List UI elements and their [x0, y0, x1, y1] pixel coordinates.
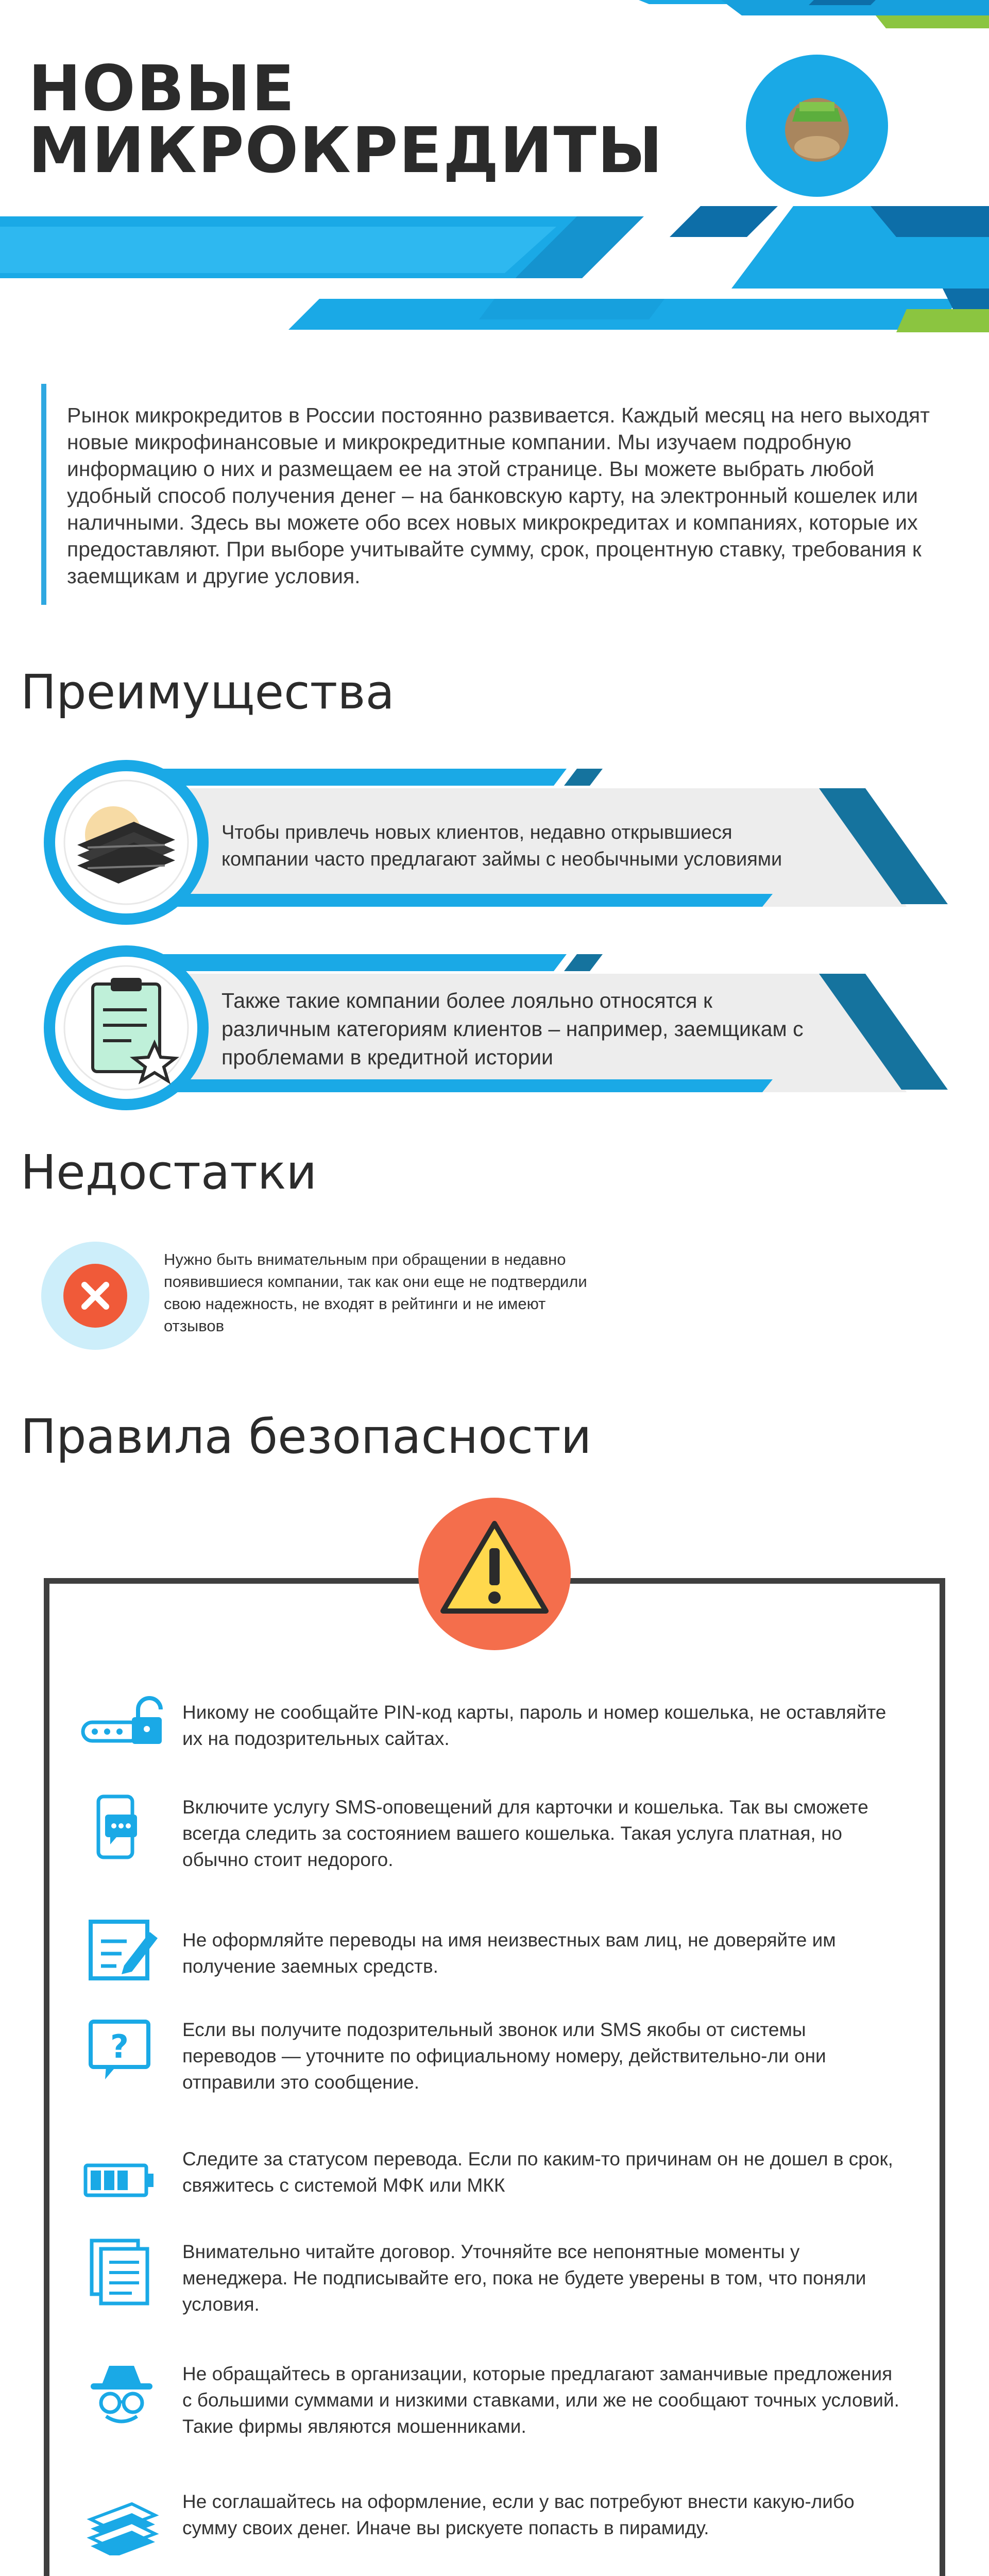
rule-text: Включите услугу SMS-оповещений для карточки и кошелька. Так вы сможете всегда следить за состоянием вашего кошелька. Такая услуга платная, но обычно стоит недорого.	[182, 1797, 868, 1870]
advantage-text: Также такие компании более лояльно относятся к различным категориям клиентов – например, заемщикам с проблемами в кредитной истории	[221, 989, 804, 1069]
disadvantage-text: Нужно быть внимательным при обращении в недавно появившиеся компании, так как они еще не подтвердили свою надежность, не входят в рейтинги и не имеют отзывов	[164, 1250, 587, 1335]
rule-text: Следите за статусом перевода. Если по каким-то причинам он не дошел в срок, свяжитесь с системой МФК или МКК	[182, 2148, 893, 2196]
close-icon	[41, 1242, 149, 1350]
rule-text: Никому не сообщайте PIN-код карты, пароль и номер кошелька, не оставляйте их на подозрительных сайтах.	[182, 1702, 886, 1749]
svg-text:?: ?	[110, 2028, 129, 2065]
rules-title: Правила безопасности	[21, 1409, 592, 1464]
rule-text: Не оформляйте переводы на имя неизвестных вам лиц, не доверяйте им получение заемных средств.	[182, 1929, 836, 1977]
edit-document-icon	[80, 1917, 163, 1984]
cash-stack-icon	[41, 757, 211, 927]
money-stack-icon	[80, 2488, 163, 2555]
rule-text: Не обращайтесь в организации, которые предлагают заманчивые предложения с большими суммами и низкими ставками, или же не сообщают точных условий. Такие фирмы являются мошенниками.	[182, 2363, 899, 2437]
battery-icon	[80, 2146, 163, 2213]
question-chat-icon	[80, 2016, 163, 2083]
disadvantages-title: Недостатки	[21, 1145, 317, 1200]
lock-icon	[80, 1694, 163, 1761]
title-line-1: НОВЫЕ	[28, 52, 296, 125]
phone-message-icon	[80, 1794, 163, 1861]
brand-logo	[746, 55, 888, 197]
advantage-item	[41, 943, 958, 1113]
advantages-title: Преимущества	[21, 665, 395, 720]
advantage-text: Чтобы привлечь новых клиентов, недавно открывшиеся компании часто предлагают займы с необычными условиями	[221, 822, 782, 870]
warning-icon	[417, 1497, 572, 1651]
spy-icon	[80, 2361, 163, 2428]
checklist-icon	[41, 943, 211, 1113]
rules-box	[44, 1578, 945, 2576]
rule-text: Внимательно читайте договор. Уточняйте все непонятные моменты у менеджера. Не подписывайте его, пока не будете уверены в том, что поняли условия.	[182, 2241, 866, 2315]
intro-text: Рынок микрокредитов в России постоянно развивается. Каждый месяц на него выходят новые микрофинансовые и микрокредитные компании. Мы изучаем подробную информацию о них и размещаем ее на этой странице. Вы можете выбрать любой удобный способ получения денег – на банковскую карту, на электронный кошелек или наличными. Здесь вы можете обо всех новых микрокредитах и компаниях, которые их предоставляют. При выборе учитывайте сумму, срок, процентную ставку, требования к заемщикам и другие условия.	[41, 384, 958, 605]
advantage-item	[41, 757, 958, 927]
title-line-2: МИКРОКРЕДИТЫ	[28, 114, 664, 187]
rule-text: Если вы получите подозрительный звонок или SMS якобы от системы переводов — уточните по официальному номеру, действительно-ли они отправили это сообщение.	[182, 2019, 826, 2093]
page-title	[28, 52, 664, 187]
documents-icon	[80, 2239, 163, 2306]
rule-text: Не соглашайтесь на оформление, если у вас потребуют внести какую-либо сумму своих денег. Иначе вы рискуете попасть в пирамиду.	[182, 2491, 855, 2538]
